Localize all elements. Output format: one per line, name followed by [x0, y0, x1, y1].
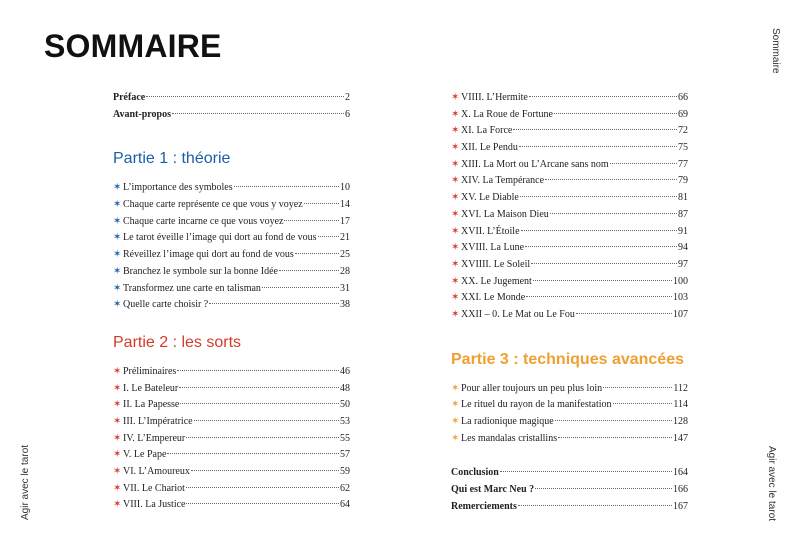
toc-entry-page: 10: [340, 182, 350, 194]
star-bullet-icon: ✶: [451, 208, 460, 220]
dot-leader: [172, 113, 344, 114]
toc-entry-page: 50: [340, 399, 350, 411]
toc-entry-label: Transformez une carte en talisman: [123, 282, 261, 294]
dot-leader: [500, 471, 672, 472]
star-bullet-icon: ✶: [451, 108, 460, 120]
star-bullet-icon: ✶: [451, 399, 460, 411]
toc-entry-label: Pour aller toujours un peu plus loin: [461, 382, 603, 394]
toc-entry-page: 75: [678, 142, 688, 154]
toc-entry-page: 46: [340, 365, 350, 377]
toc-entry-label: IV. L’Empereur: [123, 432, 186, 444]
toc-entry[interactable]: [113, 381, 350, 398]
star-bullet-icon: ✶: [451, 142, 460, 154]
toc-left-column: [113, 90, 350, 514]
toc-entry[interactable]: [451, 224, 688, 241]
toc-entry[interactable]: [451, 381, 688, 398]
toc-entry-page: 28: [340, 265, 350, 277]
toc-entry-page: 103: [673, 292, 688, 304]
toc-entry-page: 91: [678, 225, 688, 237]
toc-entry-label: L’importance des symboles: [123, 182, 233, 194]
toc-entry-page: 64: [340, 499, 350, 511]
toc-entry[interactable]: [113, 364, 350, 381]
star-bullet-icon: ✶: [451, 158, 460, 170]
toc-entry-page: 128: [673, 416, 688, 427]
toc-entry-page: 14: [340, 199, 350, 211]
toc-entry-label: Quelle carte choisir ?: [123, 299, 209, 311]
toc-entry-preface[interactable]: [113, 90, 350, 107]
dot-leader: [554, 113, 677, 114]
toc-entry-page: 94: [678, 242, 688, 254]
toc-entry-page: 100: [673, 275, 688, 287]
star-bullet-icon: ✶: [451, 242, 460, 254]
dot-leader: [526, 296, 672, 297]
toc-entry-label: Qui est Marc Neu ?: [451, 484, 535, 496]
toc-entry-page: 38: [340, 299, 350, 311]
section-heading-part3: Partie 3 : techniques avancées: [451, 350, 684, 368]
star-bullet-icon: ✶: [113, 199, 122, 211]
toc-entry-page: 77: [678, 158, 688, 170]
toc-entry-label: Le tarot éveille l’image qui dort au fond de vous: [123, 232, 317, 244]
dot-leader: [576, 313, 672, 314]
dot-leader: [180, 403, 339, 404]
dot-leader: [186, 437, 339, 438]
toc-entry[interactable]: [113, 431, 350, 448]
toc-entry-page: 66: [678, 92, 688, 103]
star-bullet-icon: ✶: [451, 292, 460, 304]
dot-leader: [279, 270, 339, 271]
star-bullet-icon: ✶: [451, 308, 460, 320]
toc-entry-page: 2: [345, 92, 350, 103]
toc-entry-label: I. Le Bateleur: [123, 382, 179, 394]
toc-entry-label: XII. Le Pendu: [461, 142, 518, 154]
section-heading-part2: Partie 2 : les sorts: [113, 333, 242, 351]
toc-entry-label: Avant-propos: [113, 108, 171, 120]
star-bullet-icon: ✶: [113, 365, 122, 377]
dot-leader: [262, 287, 339, 288]
toc-entry-label: XVII. L’Étoile: [461, 225, 520, 237]
toc-entry-label: XVIII. La Lune: [461, 242, 525, 254]
toc-entry-label: XI. La Force: [461, 125, 513, 137]
dot-leader: [177, 370, 339, 371]
toc-list-part2-continued: [451, 90, 688, 324]
dot-leader: [558, 437, 672, 438]
toc-entry-page: 81: [678, 192, 688, 204]
toc-entry-page: 79: [678, 175, 688, 187]
dot-leader: [610, 163, 677, 164]
star-bullet-icon: ✶: [113, 249, 122, 261]
toc-entry-label: XV. Le Diable: [461, 192, 519, 204]
toc-entry[interactable]: [451, 157, 688, 174]
toc-entry[interactable]: [451, 307, 688, 324]
dot-leader: [533, 280, 672, 281]
dot-leader: [550, 213, 677, 214]
dot-leader: [603, 387, 672, 388]
star-bullet-icon: ✶: [451, 225, 460, 237]
toc-list-part2: [113, 364, 350, 514]
star-bullet-icon: ✶: [113, 466, 122, 477]
toc-entry-page: 21: [340, 232, 350, 244]
star-bullet-icon: ✶: [451, 125, 460, 137]
dot-leader: [284, 220, 339, 221]
dot-leader: [513, 129, 677, 130]
toc-entry[interactable]: [113, 497, 350, 514]
dot-leader: [518, 505, 672, 506]
toc-entry-label: Branchez le symbole sur la bonne Idée: [123, 265, 278, 277]
toc-entry-page: 6: [345, 108, 350, 120]
toc-entry[interactable]: [451, 274, 688, 291]
toc-entry[interactable]: [113, 180, 350, 197]
toc-entry[interactable]: [451, 414, 688, 431]
star-bullet-icon: ✶: [113, 449, 122, 461]
toc-entry-page: 55: [340, 432, 350, 444]
toc-entry[interactable]: [113, 197, 350, 214]
toc-entry-label: VI. L’Amoureux: [123, 466, 190, 477]
toc-entry[interactable]: [451, 482, 688, 499]
toc-entry-label: III. L’Impératrice: [123, 415, 193, 427]
toc-entry-label: VIII. La Justice: [123, 499, 186, 511]
toc-entry[interactable]: [451, 431, 688, 448]
toc-entry[interactable]: [451, 465, 688, 482]
toc-entry[interactable]: [113, 247, 350, 264]
dot-leader: [209, 303, 339, 304]
dot-leader: [531, 263, 677, 264]
toc-entry-label: Réveillez l’image qui dort au fond de vous: [123, 249, 294, 261]
dot-leader: [521, 230, 677, 231]
toc-entry-label: V. Le Pape: [123, 449, 167, 461]
toc-right-column: [451, 90, 688, 515]
dot-leader: [186, 487, 339, 488]
toc-entry-page: 17: [340, 215, 350, 227]
toc-entry-label: XIII. La Mort ou L’Arcane sans nom: [461, 158, 609, 170]
star-bullet-icon: ✶: [451, 382, 460, 394]
toc-entry-label: XXI. Le Monde: [461, 292, 526, 304]
toc-entry[interactable]: [451, 290, 688, 307]
toc-entry[interactable]: [451, 123, 688, 140]
toc-entry-page: 97: [678, 258, 688, 270]
dot-leader: [146, 96, 344, 97]
toc-entry-page: 87: [678, 208, 688, 220]
toc-entry-page: 114: [673, 399, 688, 411]
toc-entry-label: VII. Le Chariot: [123, 482, 185, 494]
star-bullet-icon: ✶: [451, 275, 460, 287]
toc-entry[interactable]: [451, 140, 688, 157]
page-title: SOMMAIRE: [44, 28, 222, 64]
toc-entry-label: Chaque carte représente ce que vous y voyez: [123, 199, 303, 211]
toc-entry[interactable]: [113, 397, 350, 414]
star-bullet-icon: ✶: [451, 192, 460, 204]
toc-entry-label: La radionique magique: [461, 416, 554, 427]
dot-leader: [194, 420, 339, 421]
dot-leader: [295, 253, 339, 254]
toc-list-back-matter: [451, 465, 688, 515]
toc-entry-label: Les mandalas cristallins: [461, 432, 558, 444]
star-bullet-icon: ✶: [113, 232, 122, 244]
toc-entry-page: 167: [673, 500, 688, 512]
section-heading-part1: Partie 1 : théorie: [113, 150, 231, 168]
toc-entry-page: 72: [678, 125, 688, 137]
dot-leader: [525, 246, 677, 247]
toc-entry-page: 48: [340, 382, 350, 394]
star-bullet-icon: ✶: [113, 282, 122, 294]
toc-entry-label: Conclusion: [451, 467, 499, 479]
star-bullet-icon: ✶: [451, 416, 460, 427]
toc-entry[interactable]: [113, 264, 350, 281]
running-header-section: Sommaire: [770, 28, 781, 74]
toc-entry[interactable]: [451, 257, 688, 274]
dot-leader: [318, 236, 339, 237]
dot-leader: [179, 387, 339, 388]
dot-leader: [519, 146, 677, 147]
toc-entry[interactable]: [451, 240, 688, 257]
toc-entry-avant-propos[interactable]: [113, 107, 350, 124]
dot-leader: [520, 196, 677, 197]
toc-entry-page: 166: [673, 484, 688, 496]
toc-entry-page: 25: [340, 249, 350, 261]
star-bullet-icon: ✶: [113, 299, 122, 311]
star-bullet-icon: ✶: [113, 265, 122, 277]
toc-entry-page: 69: [678, 108, 688, 120]
toc-entry-label: Préliminaires: [123, 365, 177, 377]
toc-entry[interactable]: [113, 281, 350, 298]
toc-entry[interactable]: [451, 90, 688, 107]
star-bullet-icon: ✶: [113, 415, 122, 427]
toc-entry[interactable]: [113, 230, 350, 247]
toc-entry[interactable]: [113, 464, 350, 481]
toc-entry-label: X. La Roue de Fortune: [461, 108, 553, 120]
dot-leader: [535, 488, 672, 489]
toc-entry[interactable]: [451, 207, 688, 224]
toc-entry-label: XVIIII. Le Soleil: [461, 258, 531, 270]
star-bullet-icon: ✶: [113, 432, 122, 444]
toc-entry-page: 53: [340, 415, 350, 427]
toc-entry[interactable]: [113, 481, 350, 498]
dot-leader: [613, 403, 673, 404]
toc-entry-page: 59: [340, 466, 350, 477]
toc-entry-label: Chaque carte incarne ce que vous voyez: [123, 215, 284, 227]
star-bullet-icon: ✶: [113, 382, 122, 394]
toc-list-part3: [451, 381, 688, 448]
toc-entry-page: 107: [673, 308, 688, 320]
dot-leader: [191, 470, 339, 471]
toc-entry-label: Remerciements: [451, 500, 517, 512]
toc-entry-label: VIIII. L’Hermite: [461, 92, 528, 103]
toc-entry-label: XIV. La Tempérance: [461, 175, 545, 187]
toc-entry[interactable]: [451, 397, 688, 414]
dot-leader: [529, 96, 677, 97]
dot-leader: [304, 203, 339, 204]
dot-leader: [545, 179, 677, 180]
toc-entry-label: XX. Le Jugement: [461, 275, 532, 287]
star-bullet-icon: ✶: [113, 215, 122, 227]
dot-leader: [234, 186, 339, 187]
star-bullet-icon: ✶: [113, 182, 122, 194]
star-bullet-icon: ✶: [113, 399, 122, 411]
running-footer-book-title-left: Agir avec le tarot: [20, 444, 31, 520]
toc-entry-page: 57: [340, 449, 350, 461]
star-bullet-icon: ✶: [451, 175, 460, 187]
toc-entry[interactable]: [451, 107, 688, 124]
star-bullet-icon: ✶: [451, 92, 460, 103]
toc-entry[interactable]: [113, 214, 350, 231]
toc-entry[interactable]: [113, 414, 350, 431]
star-bullet-icon: ✶: [113, 482, 122, 494]
star-bullet-icon: ✶: [451, 432, 460, 444]
toc-entry-label: II. La Papesse: [123, 399, 180, 411]
toc-entry-page: 62: [340, 482, 350, 494]
dot-leader: [186, 503, 339, 504]
toc-entry-page: 164: [673, 467, 688, 479]
toc-entry[interactable]: [451, 190, 688, 207]
toc-entry-label: XVI. La Maison Dieu: [461, 208, 549, 220]
toc-entry-page: 112: [673, 382, 688, 394]
toc-entry-label: Le rituel du rayon de la manifestation: [461, 399, 612, 411]
toc-entry-label: Préface: [113, 92, 146, 103]
dot-leader: [167, 453, 339, 454]
dot-leader: [555, 420, 672, 421]
toc-entry-label: XXII – 0. Le Mat ou Le Fou: [461, 308, 575, 320]
star-bullet-icon: ✶: [451, 258, 460, 270]
toc-entry[interactable]: [451, 173, 688, 190]
toc-entry[interactable]: [451, 499, 688, 516]
toc-list-part1: [113, 180, 350, 314]
running-footer-book-title-right: Agir avec le tarot: [766, 446, 777, 522]
star-bullet-icon: ✶: [113, 499, 122, 511]
toc-entry-page: 147: [673, 432, 688, 444]
toc-entry[interactable]: [113, 297, 350, 314]
toc-entry-page: 31: [340, 282, 350, 294]
toc-entry[interactable]: [113, 447, 350, 464]
